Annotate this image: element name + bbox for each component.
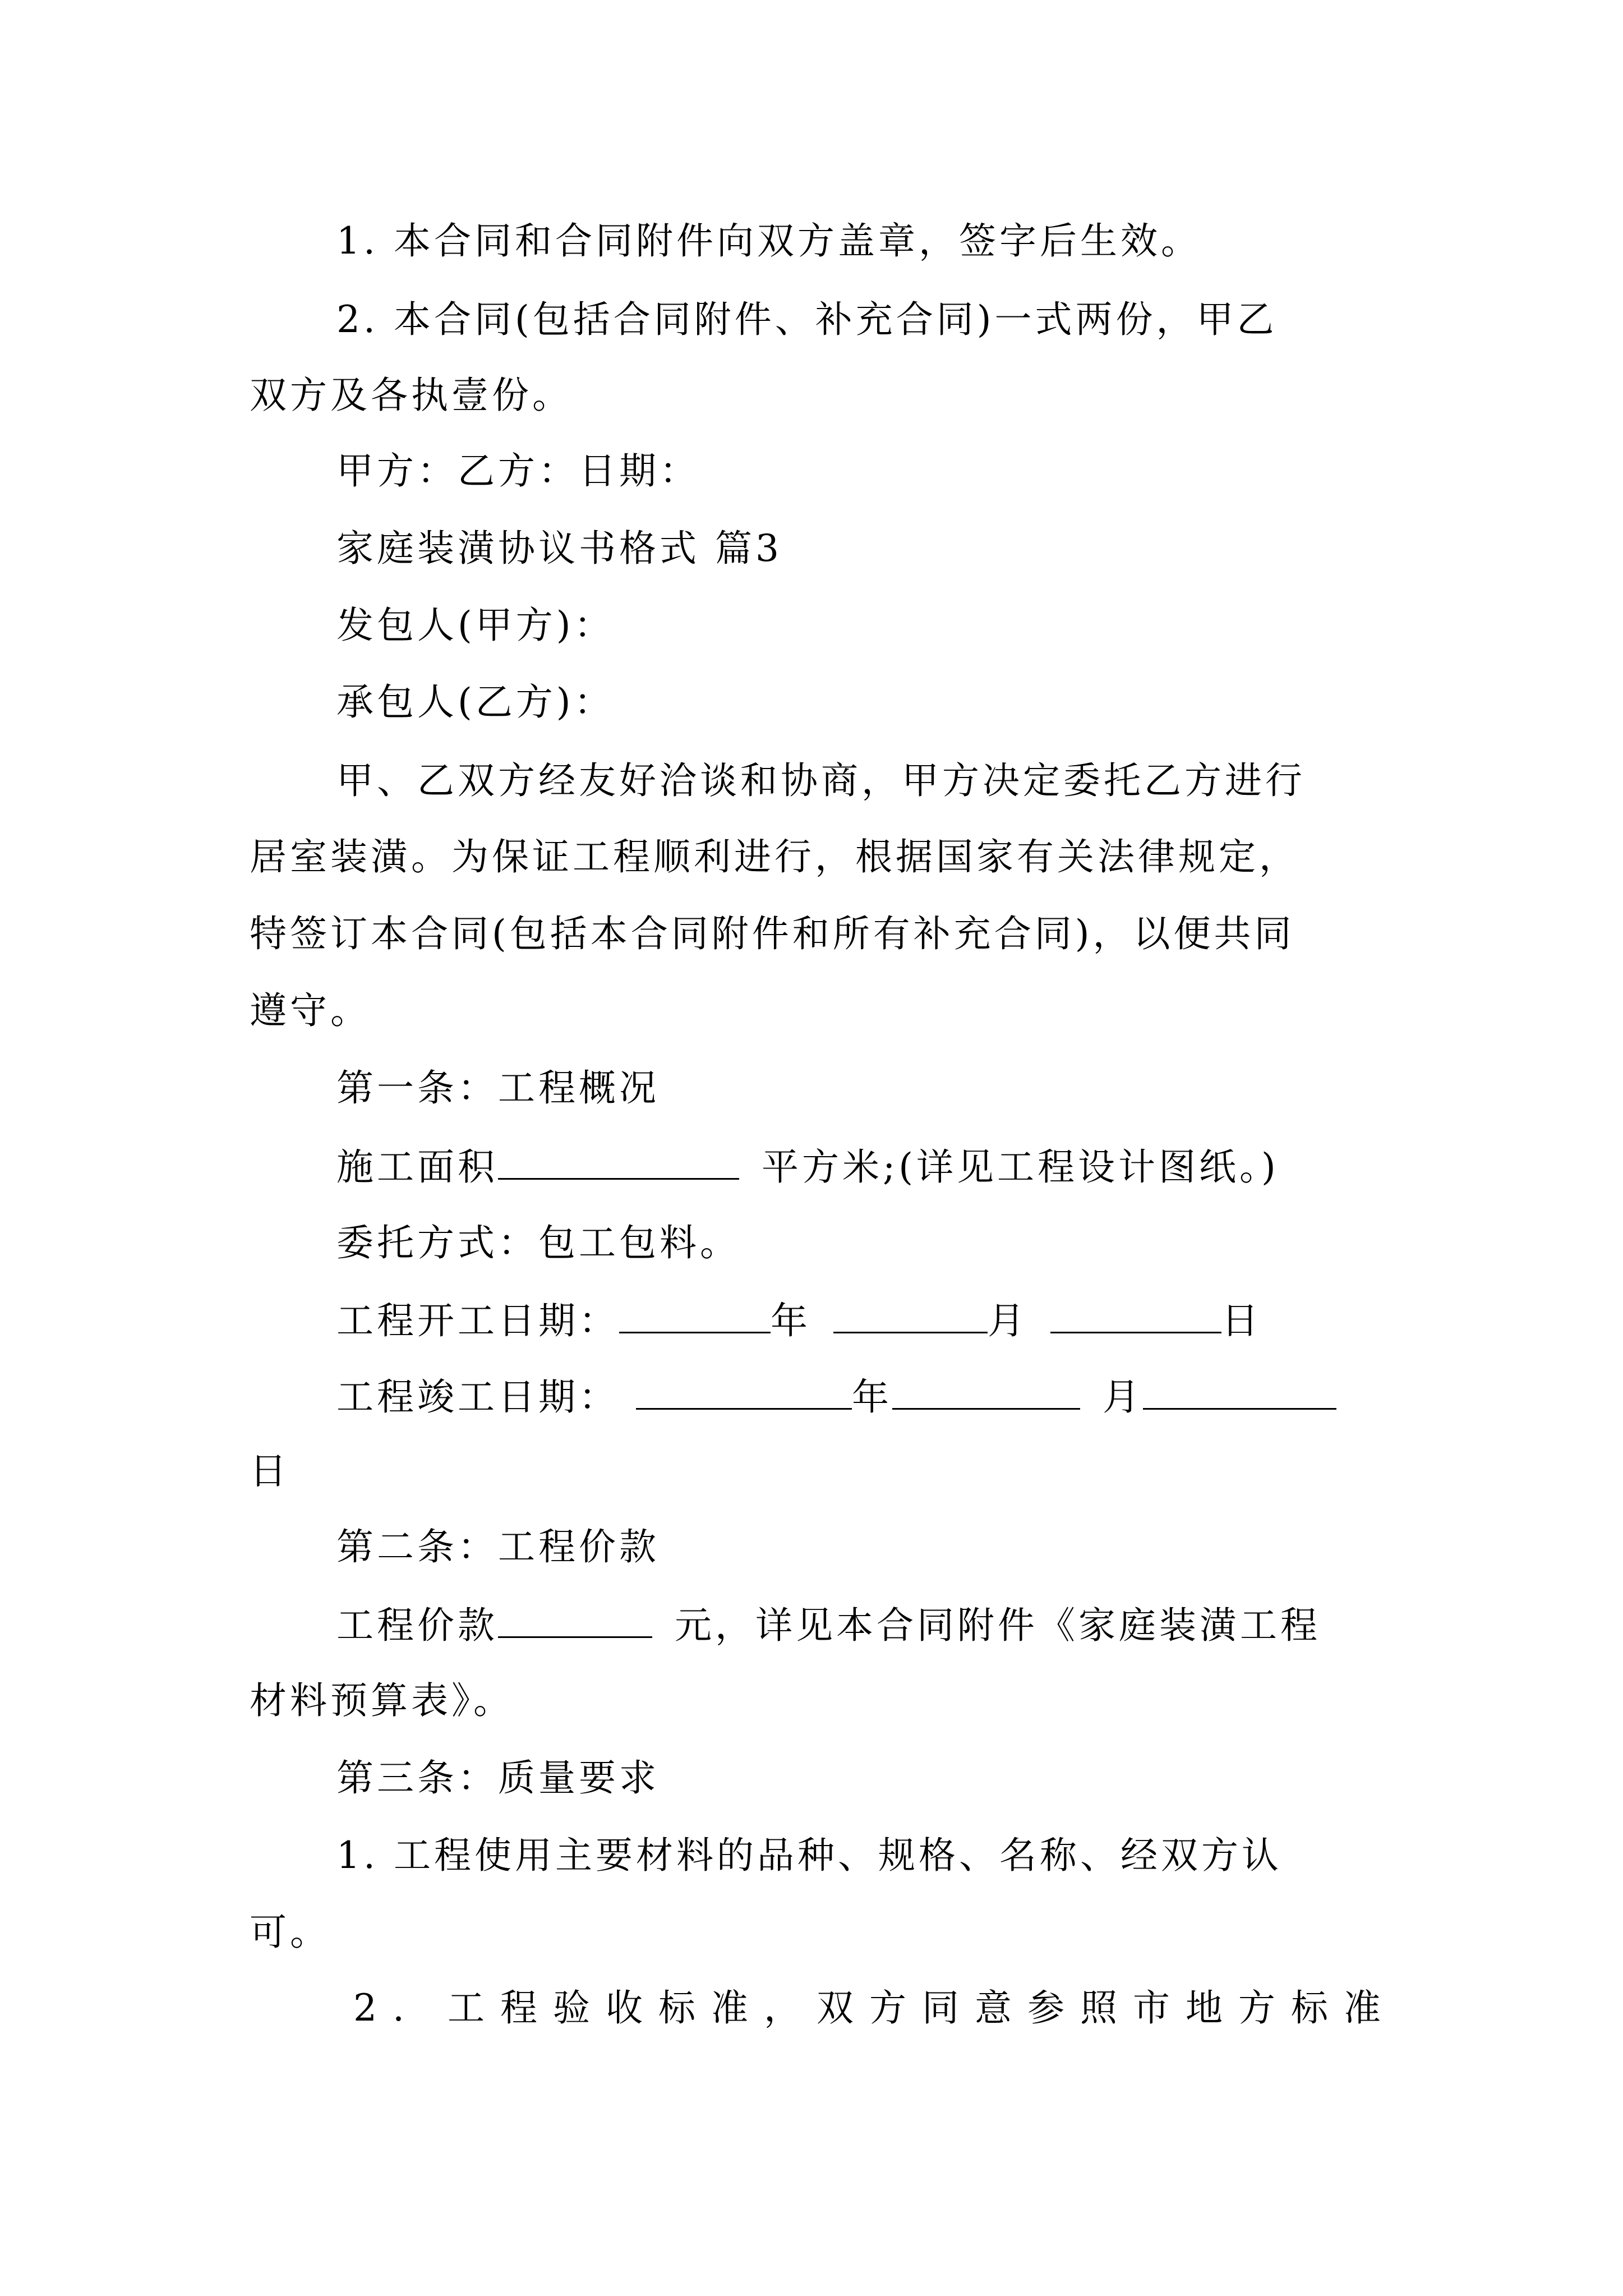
preamble-line-4 (0, 988, 1623, 1033)
clause-item-2-line-2 (0, 373, 1623, 418)
article-2-title-text: 第二条：工程价款 (336, 1525, 660, 1568)
signature-line-text: 甲方：乙方：日期： (336, 449, 700, 493)
clause-item-1 (0, 219, 1623, 264)
price-label: 工程价款 (336, 1604, 498, 1647)
article-2-title (0, 1525, 1623, 1570)
quality-item-1-text-1: 1. 工程使用主要材料的品种、规格、名称、经双方认 (336, 1834, 1282, 1877)
end-date-day-line (0, 1449, 1623, 1494)
end-date-line (0, 1373, 1623, 1418)
price-line (0, 1602, 1623, 1646)
end-day-unit: 日 (250, 1450, 290, 1493)
clause-item-1-text: 1. 本合同和合同附件向双方盖章，签字后生效。 (336, 219, 1201, 263)
end-year-unit: 年 (852, 1375, 892, 1419)
price-suffix: 元，详见本合同附件《家庭装潢工程 (675, 1604, 1321, 1647)
price-line-2-text: 材料预算表》。 (250, 1679, 514, 1722)
clause-item-2-text-1: 2. 本合同(包括合同附件、补充合同)一式两份，甲乙 (336, 298, 1278, 341)
preamble-text-3: 特签订本合同(包括本合同附件和所有补充合同)，以便共同 (250, 912, 1295, 955)
preamble-text-4: 遵守。 (250, 989, 371, 1032)
preamble-text-2: 居室装潢。为保证工程顺利进行，根据国家有关法律规定， (250, 835, 1299, 878)
preamble-line-3 (0, 912, 1623, 956)
start-day-unit: 日 (1221, 1299, 1262, 1342)
section-heading-text: 家庭装潢协议书格式 篇3 (336, 527, 782, 570)
start-month-unit: 月 (988, 1299, 1028, 1342)
clause-item-2-line-1 (0, 297, 1623, 342)
end-month-unit: 月 (1103, 1375, 1143, 1419)
article-3-title-text: 第三条：质量要求 (336, 1756, 660, 1800)
start-day-blank (1050, 1297, 1221, 1333)
article-1-title-text: 第一条：工程概况 (336, 1066, 660, 1110)
quality-item-1-text-2: 可。 (250, 1911, 330, 1954)
area-blank (498, 1143, 739, 1180)
price-blank (498, 1602, 652, 1638)
employer-label (0, 603, 1623, 648)
employer-label-text: 发包人(甲方)： (336, 604, 615, 647)
preamble-text-1: 甲、乙双方经友好洽谈和协商，甲方决定委托乙方进行 (336, 759, 1306, 802)
quality-item-1-line-2 (0, 1910, 1623, 1955)
end-month-blank (892, 1373, 1080, 1410)
quality-item-2-text-1: 2. 工程验收标准，双方同意参照市地方标准 (353, 1986, 1396, 2030)
price-line-2 (0, 1678, 1623, 1723)
construction-area-line (0, 1143, 1623, 1188)
article-3-title (0, 1756, 1623, 1801)
commission-method-text: 委托方式：包工包料。 (336, 1221, 740, 1264)
start-month-blank (833, 1297, 988, 1333)
quality-item-2-line-1 (0, 1986, 1623, 2031)
start-year-unit: 年 (771, 1299, 811, 1342)
commission-method (0, 1221, 1623, 1266)
start-date-line (0, 1297, 1623, 1342)
quality-item-1-line-1 (0, 1833, 1623, 1878)
clause-item-2-text-2: 双方及各执壹份。 (250, 374, 573, 417)
end-year-blank (636, 1373, 852, 1410)
start-year-blank (619, 1297, 771, 1333)
section-heading (0, 526, 1623, 571)
article-1-title (0, 1066, 1623, 1111)
preamble-line-2 (0, 835, 1623, 880)
contractor-label (0, 680, 1623, 725)
preamble-line-1 (0, 758, 1623, 803)
area-suffix: 平方米;(详见工程设计图纸。) (762, 1145, 1279, 1189)
end-date-label: 工程竣工日期： (336, 1375, 619, 1419)
end-day-blank (1143, 1373, 1336, 1410)
signature-line (0, 449, 1623, 494)
start-date-label: 工程开工日期： (336, 1299, 619, 1342)
contractor-label-text: 承包人(乙方)： (336, 680, 615, 724)
area-label: 施工面积 (336, 1145, 498, 1189)
